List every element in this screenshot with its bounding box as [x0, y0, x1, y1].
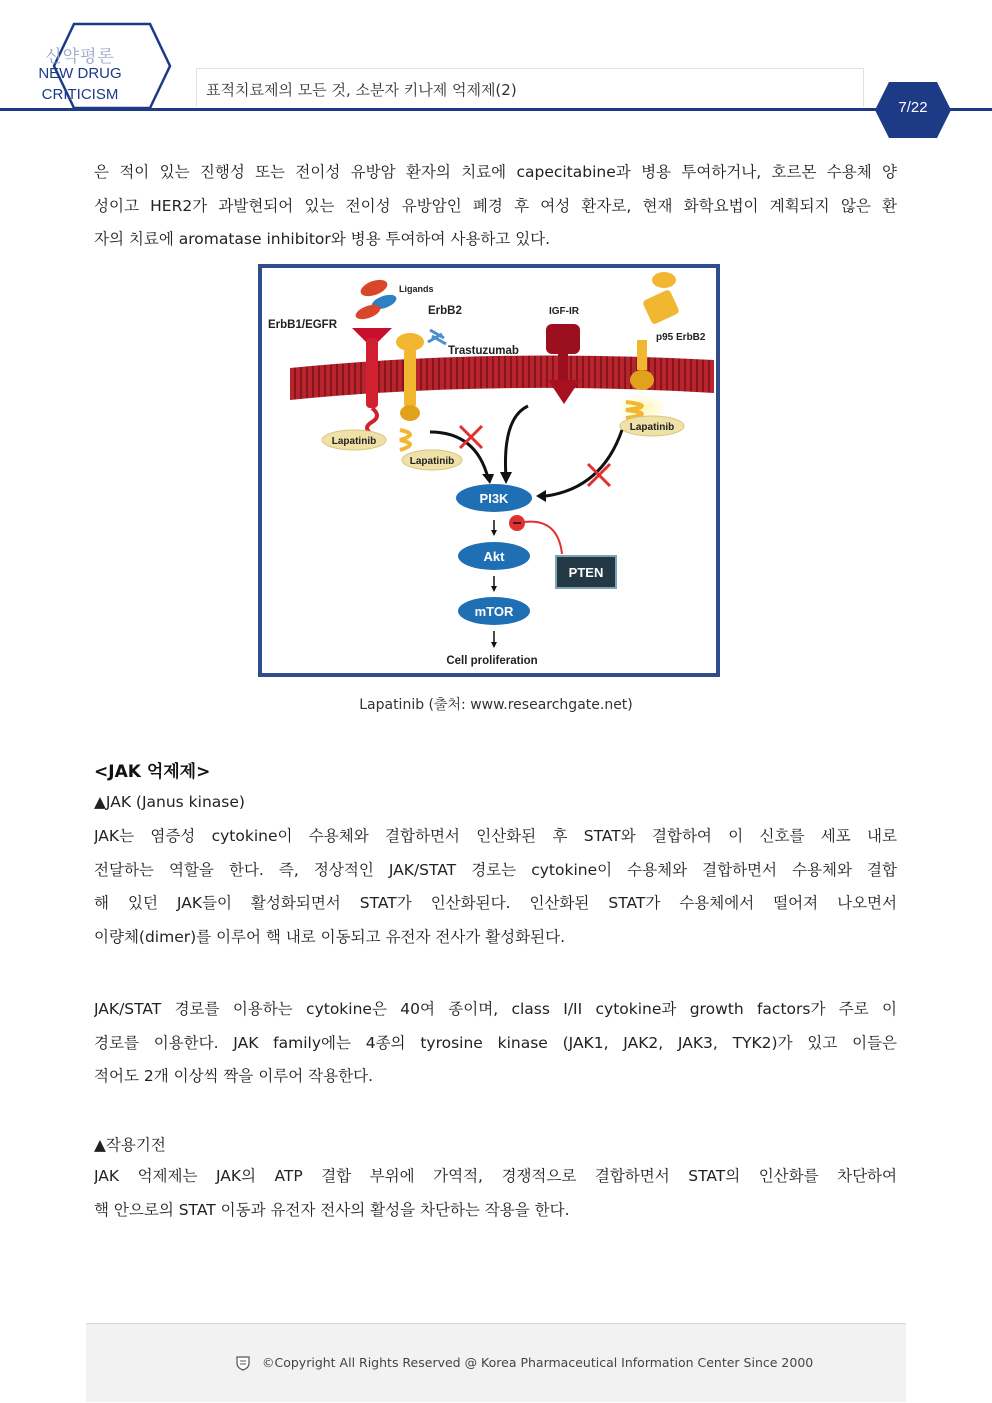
igf-ir-label: IGF-IR — [549, 306, 579, 317]
erbb1-stalk-icon — [366, 338, 378, 408]
text-line: 은 적이 있는 진행성 또는 전이성 유방암 환자의 치료에 capecitabine과 병용 투여하거나, 호르몬 수용체 양 — [94, 163, 897, 181]
erbb2-domain-icon — [400, 405, 420, 421]
page-number: 7/22 — [898, 99, 928, 116]
subheading-jak: ▲JAK (Janus kinase) — [94, 793, 245, 811]
p95-domain-icon — [630, 370, 654, 390]
mtor-label: mTOR — [474, 604, 514, 619]
text-line: 성이고 HER2가 과발현되어 있는 전이성 유방암인 폐경 후 여성 환자로, 현재 화학요법이 계획되지 않은 환 — [94, 196, 897, 215]
lapatinib-label-3: Lapatinib — [629, 422, 675, 433]
trastuzumab-icon — [428, 330, 446, 344]
text-line: 핵 안으로의 STAT 이동과 유전자 전사의 활성을 차단하는 작용을 한다. — [94, 1200, 570, 1219]
jak-paragraph-1 — [94, 820, 897, 954]
p95-stalk-icon — [637, 340, 647, 370]
text-line: 자의 치료에 aromatase inhibitor와 병용 투여하여 사용하고 있다. — [94, 230, 551, 248]
p95-label: p95 ErbB2 — [656, 332, 706, 343]
igf-ir-kinase-icon — [548, 380, 580, 404]
header-title: 표적치료제의 모든 것, 소분자 키나제 억제제(2) — [206, 81, 517, 99]
logo-english-line1: NEW DRUG — [38, 65, 122, 82]
arrowhead-icon — [491, 586, 497, 592]
erbb1-label: ErbB1/EGFR — [268, 319, 338, 331]
p95-fragment-icon — [642, 289, 680, 325]
arrowhead-icon — [491, 530, 497, 536]
jak-paragraph-3 — [94, 1160, 897, 1227]
pten-line — [524, 522, 562, 554]
arrowhead-icon — [482, 474, 494, 484]
igf-ir-head-icon — [546, 324, 580, 354]
p95-arrow — [546, 430, 622, 496]
cell-proliferation-label: Cell proliferation — [446, 655, 538, 667]
jak-paragraph-2 — [94, 993, 897, 1094]
figure-caption: Lapatinib (출처: www.researchgate.net) — [359, 697, 633, 713]
pi3k-label: PI3K — [479, 491, 509, 506]
igf-ir-stalk-icon — [558, 354, 568, 380]
lapatinib-label-2: Lapatinib — [409, 456, 455, 467]
arrowhead-icon — [491, 642, 497, 648]
lapatinib-label-1: Lapatinib — [331, 436, 377, 447]
pathway-diagram — [262, 268, 716, 673]
logo-english-line2: CRITICISM — [41, 86, 119, 103]
text-line: 전달하는 역할을 한다. 즉, 정상적인 JAK/STAT 경로는 cytokine이 수용체와 결합하면서 수용체와 결합 — [94, 860, 897, 879]
text-line: 적어도 2개 이상씩 짝을 이루어 작용한다. — [94, 1067, 373, 1085]
trastuzumab-label: Trastuzumab — [448, 345, 519, 357]
text-line: JAK/STAT 경로를 이용하는 cytokine은 40여 종이며, class I/II cytokine과 growth factors가 주로 이 — [94, 1000, 897, 1018]
intro-paragraph — [94, 156, 897, 257]
igf-arrow — [505, 406, 528, 478]
lapatinib-pathway-figure — [258, 264, 720, 677]
erbb2-kinase-icon — [400, 430, 410, 450]
footer-copyright: ©Copyright All Rights Reserved @ Korea Pharmaceutical Information Center Since 2000 — [262, 1355, 814, 1370]
ligands-label: Ligands — [399, 284, 434, 294]
text-line: JAK는 염증성 cytokine이 수용체와 결합하면서 인산화된 후 STAT와 결합하여 이 신호를 세포 내로 — [94, 827, 897, 845]
pten-label: PTEN — [568, 565, 604, 580]
erbb2-label: ErbB2 — [428, 305, 462, 317]
arrowhead-icon — [536, 490, 546, 502]
shield-icon — [236, 1355, 250, 1371]
section-heading: <JAK 억제제> — [94, 762, 211, 782]
subheading-mechanism: ▲작용기전 — [94, 1136, 166, 1154]
text-line: 경로를 이용한다. JAK family에는 4종의 tyrosine kinase (JAK1, JAK2, JAK3, TYK2)가 있고 이들은 — [94, 1033, 897, 1052]
arrowhead-icon — [500, 472, 512, 484]
text-line: 이량체(dimer)를 이루어 핵 내로 이동되고 유전자 전사가 활성화된다. — [94, 927, 565, 946]
text-line: 해 있던 JAK들이 활성화되면서 STAT가 인산화된다. 인산화된 STAT가 수용체에서 떨어져 나오면서 — [94, 894, 897, 912]
erbb2-stalk-icon — [404, 348, 416, 408]
p95-fragment-icon-2 — [652, 272, 676, 288]
logo-korean: 신약평론 — [45, 47, 115, 67]
text-line: JAK 억제제는 JAK의 ATP 결합 부위에 가역적, 경쟁적으로 결합하면서 STAT의 인산화를 차단하여 — [94, 1167, 897, 1185]
akt-label: Akt — [483, 549, 505, 564]
